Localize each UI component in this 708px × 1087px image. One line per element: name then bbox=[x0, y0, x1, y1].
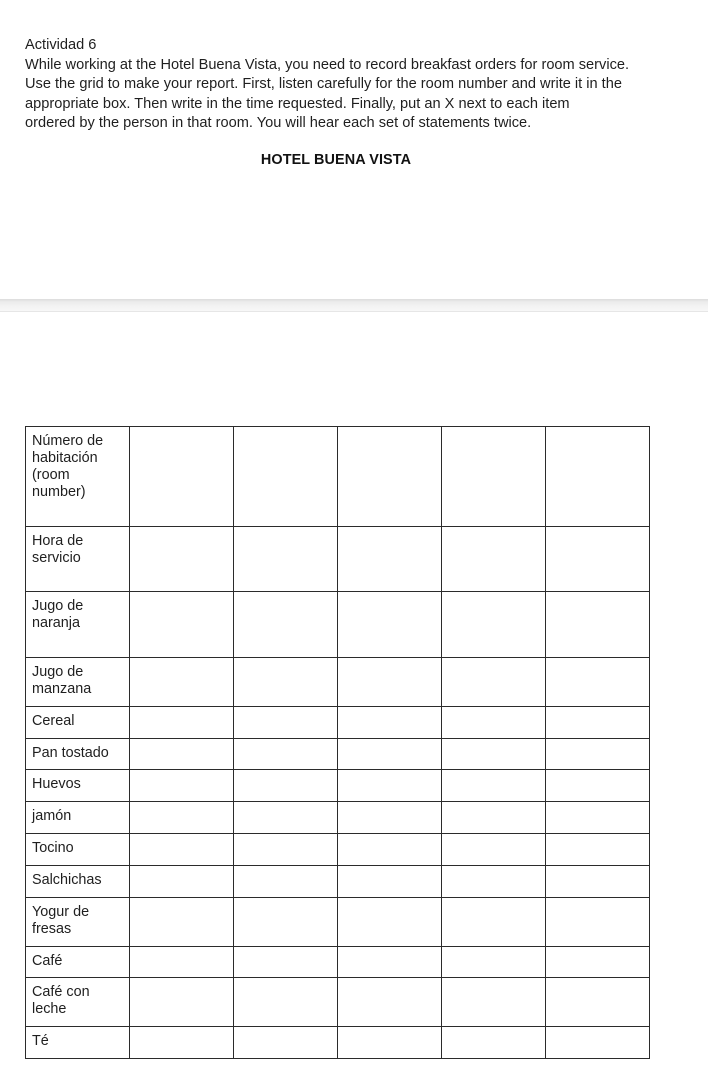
answer-cell[interactable] bbox=[234, 739, 338, 770]
grid-row-toast bbox=[26, 739, 650, 770]
row-label: Yogur de fresas bbox=[26, 898, 130, 947]
answer-cell[interactable] bbox=[338, 802, 442, 834]
answer-cell[interactable] bbox=[442, 427, 546, 527]
answer-cell[interactable] bbox=[442, 739, 546, 770]
answer-cell[interactable] bbox=[338, 866, 442, 898]
answer-cell[interactable] bbox=[130, 427, 234, 527]
answer-cell[interactable] bbox=[546, 527, 650, 592]
answer-cell[interactable] bbox=[546, 866, 650, 898]
row-label: Cereal bbox=[26, 707, 130, 739]
answer-cell[interactable] bbox=[546, 592, 650, 658]
row-label: Café con leche bbox=[26, 978, 130, 1027]
answer-cell[interactable] bbox=[442, 898, 546, 947]
answer-cell[interactable] bbox=[442, 866, 546, 898]
answer-cell[interactable] bbox=[442, 834, 546, 866]
answer-cell[interactable] bbox=[130, 834, 234, 866]
answer-cell[interactable] bbox=[546, 802, 650, 834]
answer-cell[interactable] bbox=[338, 978, 442, 1027]
answer-cell[interactable] bbox=[338, 592, 442, 658]
answer-cell[interactable] bbox=[546, 658, 650, 707]
answer-cell[interactable] bbox=[338, 1027, 442, 1059]
answer-cell[interactable] bbox=[338, 834, 442, 866]
row-label: Salchichas bbox=[26, 866, 130, 898]
instruction-line: While working at the Hotel Buena Vista, you need to record breakfast orders for room service. bbox=[25, 56, 630, 73]
row-label: Café bbox=[26, 947, 130, 978]
answer-cell[interactable] bbox=[234, 527, 338, 592]
grid-row-ham bbox=[26, 802, 650, 834]
answer-cell[interactable] bbox=[130, 527, 234, 592]
answer-cell[interactable] bbox=[338, 770, 442, 802]
answer-cell[interactable] bbox=[338, 527, 442, 592]
grid-row-service-time bbox=[26, 527, 650, 592]
instructions-block bbox=[25, 36, 665, 134]
answer-cell[interactable] bbox=[234, 658, 338, 707]
answer-cell[interactable] bbox=[546, 834, 650, 866]
answer-cell[interactable] bbox=[338, 658, 442, 707]
answer-cell[interactable] bbox=[442, 770, 546, 802]
answer-cell[interactable] bbox=[130, 770, 234, 802]
answer-cell[interactable] bbox=[130, 947, 234, 978]
answer-cell[interactable] bbox=[442, 978, 546, 1027]
answer-cell[interactable] bbox=[234, 866, 338, 898]
row-label: Té bbox=[26, 1027, 130, 1059]
answer-cell[interactable] bbox=[234, 802, 338, 834]
answer-cell[interactable] bbox=[442, 802, 546, 834]
instruction-line: ordered by the person in that room. You will hear each set of statements twice. bbox=[25, 115, 532, 132]
answer-cell[interactable] bbox=[234, 1027, 338, 1059]
answer-cell[interactable] bbox=[234, 834, 338, 866]
answer-cell[interactable] bbox=[442, 1027, 546, 1059]
answer-cell[interactable] bbox=[234, 427, 338, 527]
grid-row-coffee bbox=[26, 947, 650, 978]
grid-row-bacon bbox=[26, 834, 650, 866]
grid-row-orange-juice bbox=[26, 592, 650, 658]
row-label: Número de habitación (room number) bbox=[26, 427, 130, 527]
answer-cell[interactable] bbox=[546, 739, 650, 770]
answer-cell[interactable] bbox=[130, 739, 234, 770]
grid-row-room-number bbox=[26, 427, 650, 527]
row-label: Huevos bbox=[26, 770, 130, 802]
grid-row-apple-juice bbox=[26, 658, 650, 707]
page-top bbox=[0, 0, 708, 300]
grid-row-coffee-with-milk bbox=[26, 978, 650, 1027]
row-label: Jugo de manzana bbox=[26, 658, 130, 707]
answer-cell[interactable] bbox=[442, 658, 546, 707]
answer-cell[interactable] bbox=[234, 707, 338, 739]
answer-cell[interactable] bbox=[546, 770, 650, 802]
row-label: jamón bbox=[26, 802, 130, 834]
row-label: Tocino bbox=[26, 834, 130, 866]
answer-cell[interactable] bbox=[234, 770, 338, 802]
answer-cell[interactable] bbox=[130, 707, 234, 739]
answer-cell[interactable] bbox=[130, 866, 234, 898]
grid-row-sausages bbox=[26, 866, 650, 898]
breakfast-order-grid bbox=[25, 426, 650, 1059]
answer-cell[interactable] bbox=[234, 947, 338, 978]
answer-cell[interactable] bbox=[546, 427, 650, 527]
instruction-line: Use the grid to make your report. First, listen carefully for the room number and write it in the bbox=[25, 76, 622, 93]
answer-cell[interactable] bbox=[338, 707, 442, 739]
answer-cell[interactable] bbox=[546, 898, 650, 947]
answer-cell[interactable] bbox=[234, 978, 338, 1027]
answer-cell[interactable] bbox=[442, 592, 546, 658]
answer-cell[interactable] bbox=[130, 658, 234, 707]
instruction-line: appropriate box. Then write in the time requested. Finally, put an X next to each item bbox=[25, 95, 570, 112]
grid-row-strawberry-yogurt bbox=[26, 898, 650, 947]
answer-cell[interactable] bbox=[442, 527, 546, 592]
row-label: Jugo de naranja bbox=[26, 592, 130, 658]
answer-cell[interactable] bbox=[130, 898, 234, 947]
answer-cell[interactable] bbox=[546, 947, 650, 978]
answer-cell[interactable] bbox=[338, 427, 442, 527]
answer-cell[interactable] bbox=[338, 898, 442, 947]
answer-cell[interactable] bbox=[442, 707, 546, 739]
answer-cell[interactable] bbox=[234, 592, 338, 658]
row-label: Pan tostado bbox=[26, 739, 130, 770]
answer-cell[interactable] bbox=[130, 978, 234, 1027]
answer-cell[interactable] bbox=[338, 739, 442, 770]
page-break-divider bbox=[0, 299, 708, 311]
row-label: Hora de servicio bbox=[26, 527, 130, 592]
answer-cell[interactable] bbox=[130, 592, 234, 658]
grid-row-tea bbox=[26, 1027, 650, 1059]
answer-cell[interactable] bbox=[442, 947, 546, 978]
answer-cell[interactable] bbox=[234, 898, 338, 947]
answer-cell[interactable] bbox=[130, 802, 234, 834]
activity-title: Actividad 6 bbox=[25, 37, 97, 53]
answer-cell[interactable] bbox=[338, 947, 442, 978]
answer-cell[interactable] bbox=[546, 707, 650, 739]
answer-cell[interactable] bbox=[546, 978, 650, 1027]
grid-row-eggs bbox=[26, 770, 650, 802]
answer-cell[interactable] bbox=[130, 1027, 234, 1059]
hotel-title: HOTEL BUENA VISTA bbox=[260, 152, 412, 168]
answer-cell[interactable] bbox=[546, 1027, 650, 1059]
grid-row-cereal bbox=[26, 707, 650, 739]
